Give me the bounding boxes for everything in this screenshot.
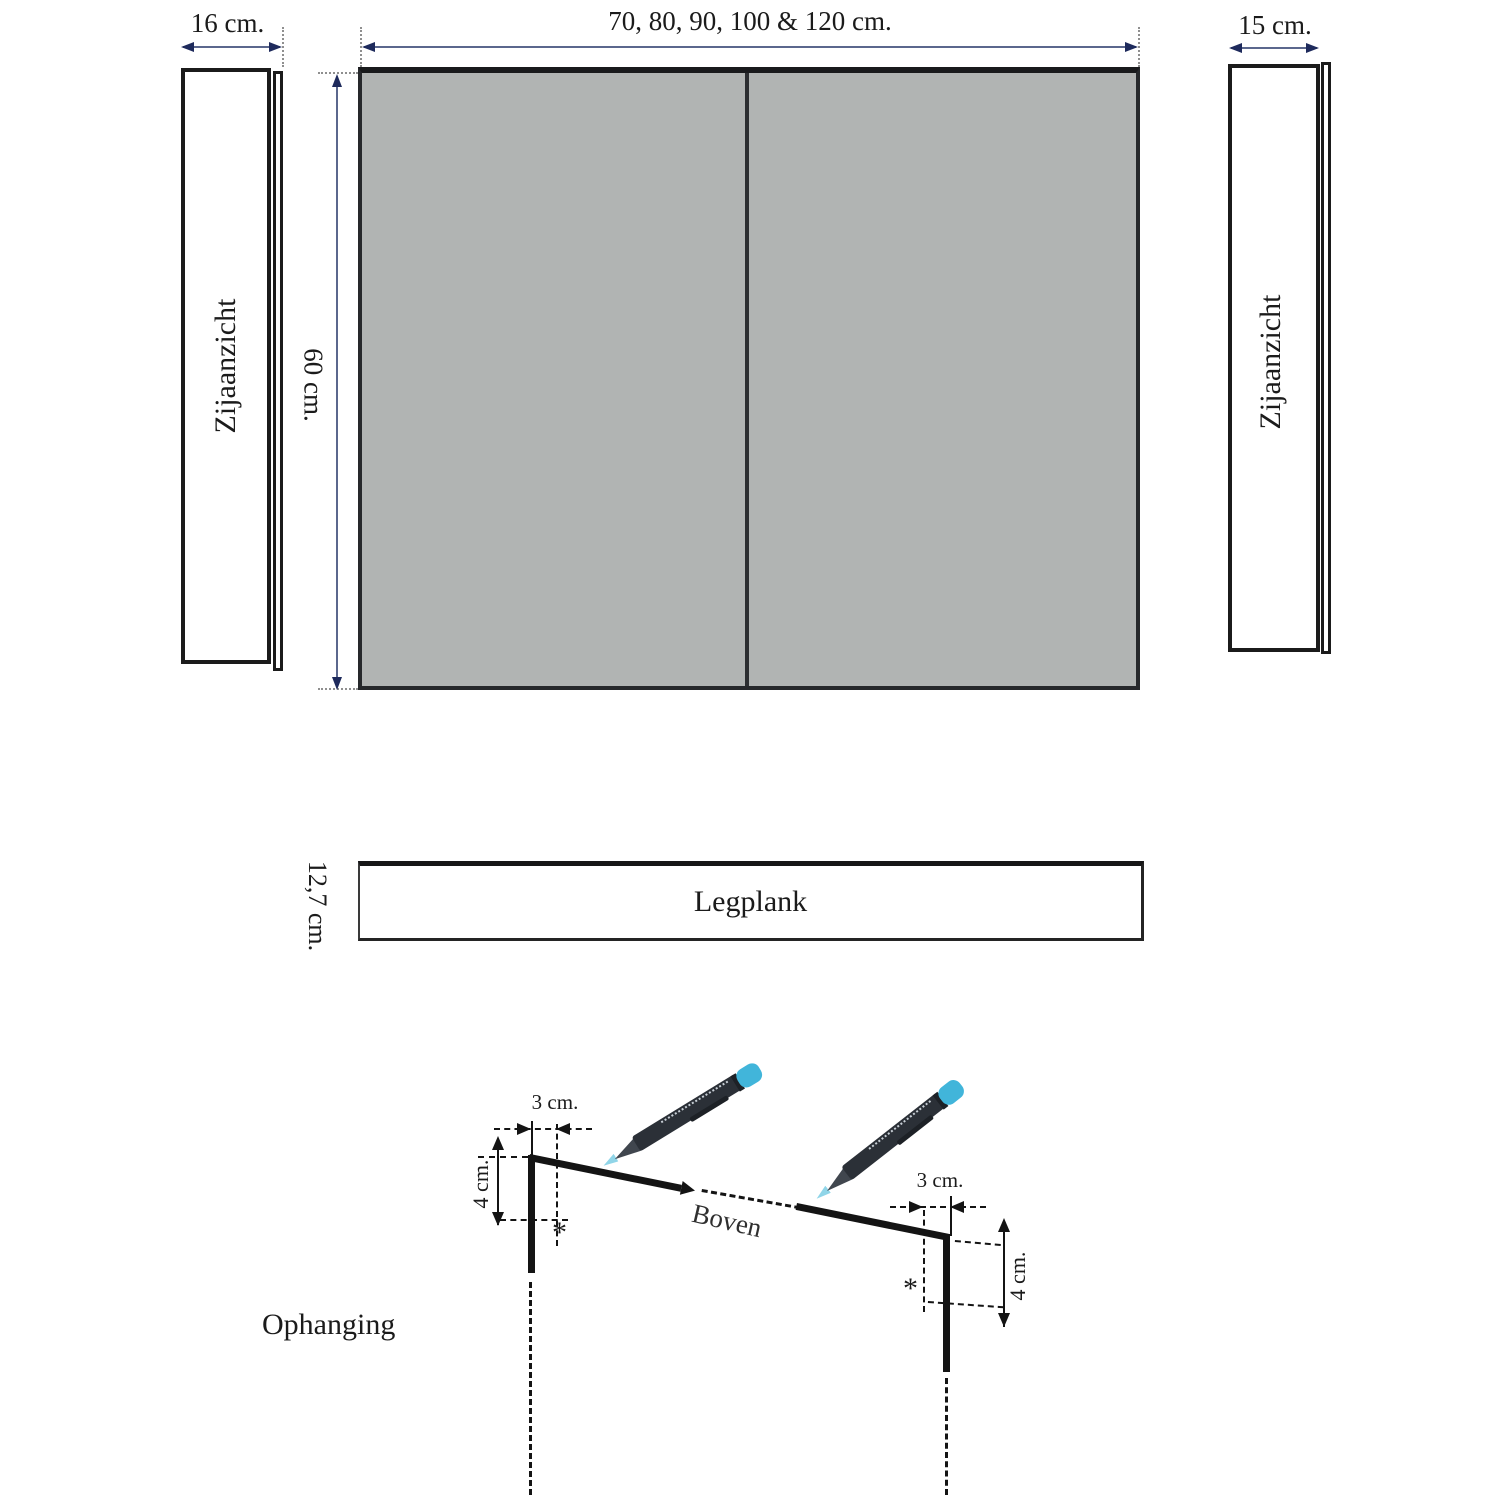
cabinet-width-dimension-line	[364, 46, 1136, 48]
orientation-label: Boven	[689, 1198, 765, 1244]
extension-line	[360, 27, 362, 67]
arrowhead-left-icon	[181, 42, 194, 52]
arrowhead-left-icon	[1229, 43, 1242, 53]
extension-line	[1138, 27, 1140, 67]
extension-line	[950, 1196, 952, 1236]
extension-line	[531, 1121, 533, 1158]
right-side-door-strip	[1321, 62, 1331, 654]
extension-line-dashed	[928, 1301, 1004, 1308]
right-side-dimension-line	[1231, 47, 1317, 49]
left-side-door-strip	[273, 71, 283, 671]
cabinet-width-label: 70, 80, 90, 100 & 120 cm.	[608, 6, 892, 36]
right-offset-dimension-line	[890, 1206, 986, 1208]
arrowhead-up-icon	[332, 74, 342, 87]
right-centerline-dashed	[945, 1378, 948, 1495]
right-offset-label: 3 cm.	[916, 1168, 964, 1192]
cabinet-door-divider	[745, 73, 749, 686]
arrowhead-left-icon	[362, 42, 375, 52]
arrowhead-right-icon	[269, 42, 282, 52]
arrowhead-up-icon	[492, 1136, 504, 1150]
mounting-title: Ophanging	[262, 1308, 396, 1341]
pen-tip	[601, 1154, 618, 1170]
shelf-panel	[358, 861, 1144, 941]
right-drill-mark: *	[903, 1272, 918, 1305]
right-drop-label: 4 cm.	[1005, 1251, 1030, 1301]
arrowhead-down-icon	[332, 677, 342, 690]
pen-body	[632, 1073, 745, 1151]
cabinet-front-panel	[358, 67, 1140, 690]
shelf-label: Legplank	[693, 885, 808, 918]
extension-line-dashed	[478, 1156, 528, 1158]
arrowhead-right-icon	[1306, 43, 1319, 53]
marker-pen-icon	[598, 1060, 765, 1173]
left-drill-mark: *	[552, 1216, 567, 1249]
cabinet-height-dimension-line	[336, 80, 338, 682]
arrowhead-right-icon	[517, 1123, 531, 1135]
drill-extension-dashed	[923, 1210, 925, 1312]
left-centerline-dashed	[529, 1282, 532, 1495]
arrowhead-down-icon	[998, 1313, 1010, 1327]
extension-line-dashed	[955, 1240, 1001, 1246]
right-side-width-label: 15 cm.	[1238, 10, 1312, 40]
arrowhead-up-icon	[998, 1218, 1010, 1232]
left-offset-dimension-line	[494, 1128, 592, 1130]
cabinet-height-label: 60 cm.	[298, 348, 329, 422]
extension-line	[282, 27, 284, 67]
arrowhead-right-icon	[680, 1181, 697, 1198]
right-bracket-top-stroke	[796, 1203, 949, 1241]
arrowhead-right-icon	[1125, 42, 1138, 52]
left-bracket-vertical-stroke	[528, 1155, 535, 1273]
arrowhead-left-icon	[556, 1123, 570, 1135]
shelf-depth-label: 12,7 cm.	[303, 860, 332, 952]
right-side-view-label: Zijaanzicht	[1254, 294, 1287, 430]
arrowhead-right-icon	[909, 1201, 923, 1213]
pen-tip	[814, 1186, 831, 1202]
left-offset-label: 3 cm.	[531, 1090, 579, 1114]
left-side-dimension-line	[183, 46, 280, 48]
arrowhead-left-icon	[950, 1201, 964, 1213]
left-side-view-label: Zijaanzicht	[209, 298, 242, 434]
left-side-width-label: 16 cm.	[190, 8, 265, 38]
left-drop-label: 4 cm.	[468, 1159, 493, 1209]
